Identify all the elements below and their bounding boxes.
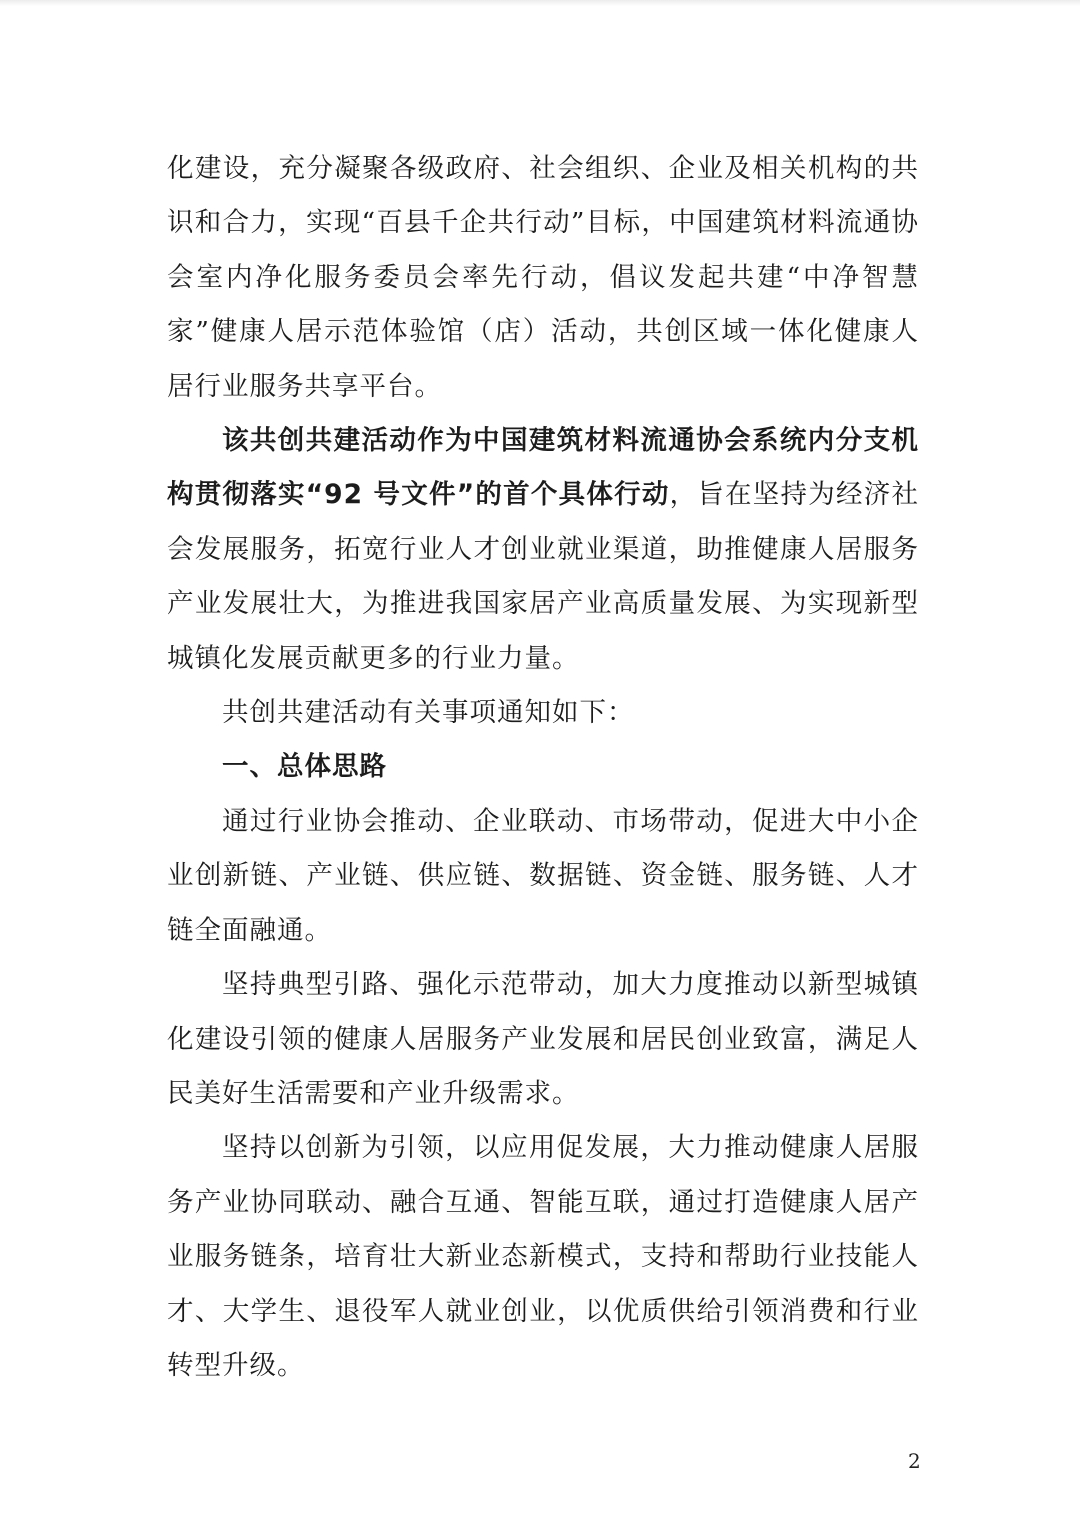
paragraph-industry-linkage (167, 795, 919, 958)
paragraph-demonstration (167, 958, 919, 1121)
paragraph-text: 通过行业协会推动、企业联动、市场带动，促进大中小企业创新链、产业链、供应链、数据链、资金链、服务链、人才链全面融通。 (167, 805, 919, 946)
paragraph-innovation (167, 1121, 919, 1393)
paragraph-text: 坚持典型引路、强化示范带动，加大力度推动以新型城镇化建设引领的健康人居服务产业发展和居民创业致富，满足人民美好生活需要和产业升级需求。 (167, 969, 919, 1109)
paragraph-bold-lead: 该共创共建活动作为中国建筑材料流通协会系统内分支机构贯彻落实“92 号文件”的首个具体行动 (167, 425, 919, 511)
paragraph-text: 化建设，充分凝聚各级政府、社会组织、企业及相关机构的共识和合力，实现“百县千企共行动”目标，中国建筑材料流通协会室内净化服务委员会率先行动，倡议发起共建“中净智慧家”健康人居示范体验馆（店）活动，共创区域一体化健康人居行业服务共享平台。 (167, 153, 919, 402)
page-top-edge (0, 0, 1080, 6)
page-number: 2 (908, 1449, 921, 1473)
paragraph-activity-purpose (167, 414, 919, 686)
paragraph-text: 共创共建活动有关事项通知如下： (222, 697, 635, 729)
paragraph-notice-intro (167, 686, 919, 740)
document-body (167, 142, 919, 1393)
paragraph-text: 坚持以创新为引领，以应用促发展，大力推动健康人居服务产业协同联动、融合互通、智能互联，通过打造健康人居产业服务链条，培育壮大新业态新模式，支持和帮助行业技能人才、大学生、退役军人就业创业，以优质供给引领消费和行业转型升级。 (167, 1132, 919, 1381)
paragraph-text: ，旨在坚持为经济社会发展服务，拓宽行业人才创业就业渠道，助推健康人居服务产业发展壮大，为推进我国家居产业高质量发展、为实现新型城镇化发展贡献更多的行业力量。 (167, 479, 920, 674)
paragraph-continuation (167, 142, 919, 414)
heading-text: 一、总体思路 (222, 751, 387, 783)
section-heading-overall-approach (167, 740, 919, 794)
